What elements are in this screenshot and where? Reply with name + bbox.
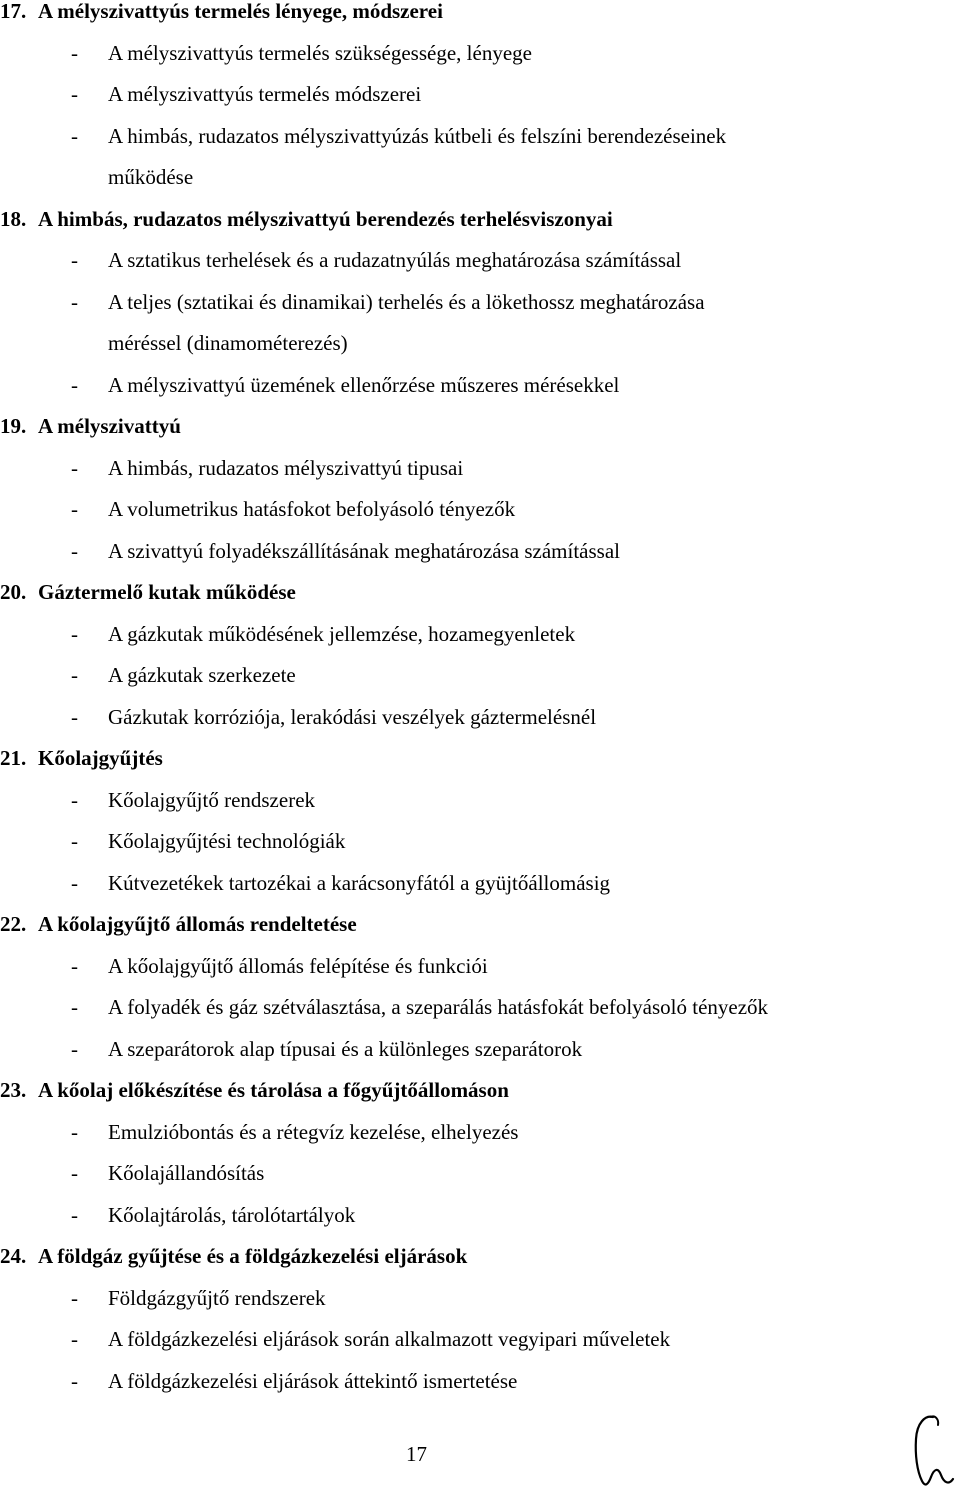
list-dash: - — [71, 289, 78, 314]
list-item-text: Földgázgyűjtő rendszerek — [108, 1285, 326, 1310]
list-item — [0, 655, 940, 697]
list-item-text: Gázkutak korróziója, lerakódási veszélyek gáztermelésnél — [108, 704, 597, 729]
list-dash: - — [71, 787, 78, 812]
list-item — [0, 1278, 940, 1320]
section-heading — [0, 1070, 940, 1112]
list-item — [0, 33, 940, 75]
list-item — [0, 240, 940, 282]
list-item — [0, 780, 940, 822]
section-number: 21. — [0, 746, 27, 770]
list-item-text: A himbás, rudazatos mélyszivattyúzás kútbeli és felszíni berendezéseinek — [108, 123, 727, 148]
list-item-text: A himbás, rudazatos mélyszivattyú tipusai — [108, 455, 464, 480]
list-item-continuation — [0, 157, 940, 199]
list-item-text: méréssel (dinamométerezés) — [108, 331, 348, 355]
list-item-continuation — [0, 323, 940, 365]
section-title: A himbás, rudazatos mélyszivattyú berendezés terhelésviszonyai — [38, 206, 613, 231]
section-number: 19. — [0, 414, 27, 438]
section-heading — [0, 1236, 940, 1278]
list-item — [0, 1029, 940, 1071]
list-item — [0, 697, 940, 739]
list-item — [0, 1361, 940, 1403]
list-dash: - — [71, 829, 78, 853]
list-item-text: A volumetrikus hatásfokot befolyásoló tényezők — [108, 497, 516, 521]
section-number: 24. — [0, 1244, 27, 1268]
list-item-text: A sztatikus terhelések és a rudazatnyúlás meghatározása számítással — [108, 248, 682, 272]
list-item — [0, 1112, 940, 1154]
list-item — [0, 821, 940, 863]
list-item — [0, 946, 940, 988]
list-dash: - — [71, 1161, 78, 1185]
list-dash: - — [71, 1202, 78, 1227]
list-item-text: Kútvezetékek tartozékai a karácsonyfától a gyüjtőállomásig — [108, 870, 611, 895]
list-item-text: A mélyszivattyús termelés szükségessége, lényege — [108, 40, 532, 65]
list-dash: - — [71, 953, 78, 978]
section-heading — [0, 0, 940, 33]
list-dash: - — [71, 538, 78, 563]
list-item — [0, 489, 940, 531]
section-title: A kőolaj előkészítése és tárolása a főgyűjtőállomáson — [38, 1078, 509, 1102]
list-item-text: A szivattyú folyadékszállításának meghatározása számítással — [108, 538, 620, 563]
list-item — [0, 531, 940, 573]
list-dash: - — [71, 995, 78, 1019]
list-dash: - — [71, 497, 78, 521]
list-dash: - — [71, 704, 78, 729]
section-title: A mélyszivattyús termelés lényege, módszerei — [38, 0, 443, 23]
section-heading — [0, 572, 940, 614]
list-item-text: Emulzióbontás és a rétegvíz kezelése, elhelyezés — [108, 1119, 519, 1144]
list-item-text: Kőolajgyűjtési technológiák — [108, 829, 346, 853]
list-item-text: A teljes (sztatikai és dinamikai) terhelés és a lökethossz meghatározása — [108, 289, 705, 314]
list-dash: - — [71, 248, 78, 272]
list-item — [0, 863, 940, 905]
list-dash: - — [71, 663, 78, 687]
list-dash: - — [71, 1119, 78, 1144]
section-heading — [0, 904, 940, 946]
section-title: A földgáz gyűjtése és a földgázkezelési eljárások — [38, 1244, 468, 1268]
list-item-text: A földgázkezelési eljárások áttekintő ismertetése — [108, 1368, 518, 1393]
list-item — [0, 448, 940, 490]
list-item — [0, 282, 940, 324]
list-dash: - — [71, 1036, 78, 1061]
list-item-text: A mélyszivattyú üzemének ellenőrzése műszeres mérésekkel — [108, 372, 620, 397]
list-item-text: A folyadék és gáz szétválasztása, a szeparálás hatásfokát befolyásoló tényezők — [108, 995, 769, 1019]
list-dash: - — [71, 870, 78, 895]
list-item-text: A gázkutak működésének jellemzése, hozamegyenletek — [108, 621, 576, 646]
list-item — [0, 1153, 940, 1195]
list-item-text: Kőolajtárolás, tárolótartályok — [108, 1202, 356, 1227]
section-number: 23. — [0, 1078, 27, 1102]
list-item-text: Kőolajgyűjtő rendszerek — [108, 787, 316, 812]
section-heading — [0, 406, 940, 448]
list-dash: - — [71, 621, 78, 646]
list-item — [0, 987, 940, 1029]
list-dash: - — [71, 40, 78, 65]
section-title: A mélyszivattyú — [38, 414, 181, 438]
list-dash: - — [71, 1285, 78, 1310]
section-heading — [0, 199, 940, 241]
page-number: 17 — [406, 1442, 427, 1466]
section-number: 18. — [0, 206, 27, 231]
list-dash: - — [71, 372, 78, 397]
list-item — [0, 365, 940, 407]
list-dash: - — [71, 82, 78, 106]
list-dash: - — [71, 455, 78, 480]
section-heading — [0, 738, 940, 780]
list-item-text: A földgázkezelési eljárások során alkalmazott vegyipari műveletek — [108, 1327, 671, 1351]
list-item-text: működése — [108, 165, 194, 189]
list-item — [0, 1195, 940, 1237]
list-item-text: A mélyszivattyús termelés módszerei — [108, 82, 422, 106]
list-dash: - — [71, 1327, 78, 1351]
list-item-text: Kőolajállandósítás — [108, 1161, 265, 1185]
section-number: 22. — [0, 912, 27, 936]
handwritten-signature-icon — [905, 1405, 960, 1490]
list-item — [0, 614, 940, 656]
list-dash: - — [71, 123, 78, 148]
list-item — [0, 1319, 940, 1361]
list-item-text: A gázkutak szerkezete — [108, 663, 296, 687]
section-title: A kőolajgyűjtő állomás rendeltetése — [38, 912, 357, 936]
section-number: 20. — [0, 580, 27, 604]
section-title: Gáztermelő kutak működése — [38, 580, 296, 604]
list-item — [0, 74, 940, 116]
list-item — [0, 116, 940, 158]
section-title: Kőolajgyűjtés — [38, 746, 163, 770]
list-dash: - — [71, 1368, 78, 1393]
section-number: 17. — [0, 0, 27, 23]
list-item-text: A szeparátorok alap típusai és a különleges szeparátorok — [108, 1036, 583, 1061]
list-item-text: A kőolajgyűjtő állomás felépítése és funkciói — [108, 953, 488, 978]
